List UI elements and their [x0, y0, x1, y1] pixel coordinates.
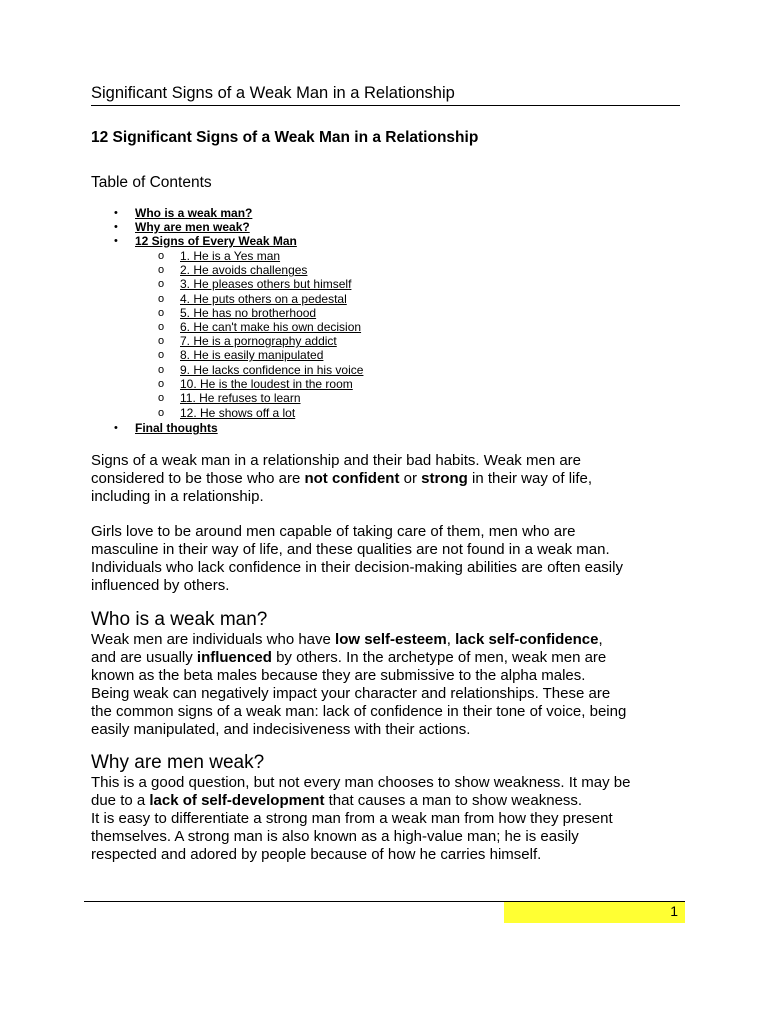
toc-link-sign-3[interactable]: 3. He pleases others but himself: [180, 277, 352, 291]
text-line: the common signs of a weak man: lack of confidence in their tone of voice, being: [91, 703, 627, 720]
toc-subitem: [158, 249, 280, 263]
text-line: including in a relationship.: [91, 488, 264, 505]
text-line: Being weak can negatively impact your character and relationships. These are: [91, 685, 611, 702]
hollow-bullet-icon: o: [158, 250, 165, 262]
intro-paragraph-2: [91, 523, 691, 595]
toc-item: [114, 206, 252, 220]
text-line: Signs of a weak man in a relationship and their bad habits. Weak men are: [91, 452, 582, 469]
bullet-icon: •: [114, 221, 118, 233]
hollow-bullet-icon: o: [158, 378, 165, 390]
toc-subitem: [158, 406, 295, 420]
hollow-bullet-icon: o: [158, 392, 165, 404]
text-line: Girls love to be around men capable of taking care of them, men who are: [91, 523, 576, 540]
toc-link-sign-11[interactable]: 11. He refuses to learn: [180, 391, 301, 405]
toc-link-sign-9[interactable]: 9. He lacks confidence in his voice: [180, 363, 364, 377]
document-title: 12 Significant Signs of a Weak Man in a Relationship: [91, 129, 479, 146]
text-line: Individuals who lack confidence in their decision-making abilities are often easily: [91, 559, 623, 576]
hollow-bullet-icon: o: [158, 264, 165, 276]
toc-subitem: [158, 348, 323, 362]
text-line: [91, 792, 691, 810]
page-number-highlight: [504, 902, 685, 923]
toc-link-who-is-a-weak-man[interactable]: Who is a weak man?: [135, 206, 253, 220]
toc-item: [114, 220, 250, 234]
text-run: by others. In the archetype of men, weak men are: [271, 649, 607, 666]
toc-heading: Table of Contents: [91, 174, 212, 191]
bold-text: lack of self-development: [149, 792, 325, 809]
toc-subitem: [158, 320, 361, 334]
text-line: [91, 649, 691, 667]
text-run: that causes a man to show weakness.: [324, 792, 583, 809]
toc-link-sign-6[interactable]: 6. He can't make his own decision: [180, 320, 362, 334]
text-line: easily manipulated, and indecisiveness with their actions.: [91, 721, 471, 738]
toc-link-sign-1[interactable]: 1. He is a Yes man: [180, 249, 281, 263]
toc-subitem: [158, 277, 351, 291]
running-header: Significant Signs of a Weak Man in a Relationship: [91, 84, 455, 102]
hollow-bullet-icon: o: [158, 364, 165, 376]
bold-text: strong: [421, 470, 468, 487]
toc-link-sign-5[interactable]: 5. He has no brotherhood: [180, 306, 317, 320]
hollow-bullet-icon: o: [158, 278, 165, 290]
hollow-bullet-icon: o: [158, 293, 165, 305]
bold-text: influenced: [196, 649, 272, 666]
section-paragraph-why-are-men-weak: [91, 774, 691, 864]
toc-subitem: [158, 263, 307, 277]
bold-text: low self-esteem: [335, 631, 447, 648]
toc-link-sign-12[interactable]: 12. He shows off a lot: [180, 406, 296, 420]
text-line: known as the beta males because they are submissive to the alpha males.: [91, 667, 586, 684]
text-run: ,: [446, 631, 456, 648]
toc-subitem: [158, 377, 353, 391]
section-heading-why-are-men-weak: Why are men weak?: [91, 752, 265, 773]
bold-text: not confident: [304, 470, 400, 487]
text-line: masculine in their way of life, and these qualities are not found in a weak man.: [91, 541, 610, 558]
text-run: and are usually: [91, 649, 197, 666]
header-rule: [91, 105, 680, 106]
hollow-bullet-icon: o: [158, 349, 165, 361]
toc-link-sign-2[interactable]: 2. He avoids challenges: [180, 263, 308, 277]
text-run: considered to be those who are: [91, 470, 305, 487]
text-line: influenced by others.: [91, 577, 230, 594]
toc-subitem: [158, 292, 347, 306]
text-line: This is a good question, but not every man chooses to show weakness. It may be: [91, 774, 631, 791]
toc-link-final-thoughts[interactable]: Final thoughts: [135, 421, 218, 435]
toc-item: [114, 234, 297, 248]
toc-item: [114, 421, 218, 435]
section-heading-who-is-a-weak-man: Who is a weak man?: [91, 609, 268, 630]
text-run: due to a: [91, 792, 150, 809]
bullet-icon: •: [114, 422, 118, 434]
page-number: 1: [670, 903, 678, 919]
intro-paragraph-1: [91, 452, 691, 506]
toc-link-12-signs[interactable]: 12 Signs of Every Weak Man: [135, 234, 297, 248]
text-line: respected and adored by people because of how he carries himself.: [91, 846, 542, 863]
toc-subitem: [158, 363, 363, 377]
hollow-bullet-icon: o: [158, 335, 165, 347]
toc-link-sign-8[interactable]: 8. He is easily manipulated: [180, 348, 324, 362]
toc-link-why-are-men-weak[interactable]: Why are men weak?: [135, 220, 250, 234]
hollow-bullet-icon: o: [158, 307, 165, 319]
toc-subitem: [158, 306, 316, 320]
toc-subitem: [158, 391, 301, 405]
toc-link-sign-7[interactable]: 7. He is a pornography addict: [180, 334, 337, 348]
text-run: in their way of life,: [467, 470, 593, 487]
text-line: themselves. A strong man is also known as a high-value man; he is easily: [91, 828, 579, 845]
text-line: [91, 631, 691, 649]
toc-link-sign-10[interactable]: 10. He is the loudest in the room: [180, 377, 353, 391]
text-line: It is easy to differentiate a strong man from a weak man from how they present: [91, 810, 613, 827]
section-paragraph-who-is-a-weak-man: [91, 631, 691, 739]
hollow-bullet-icon: o: [158, 407, 165, 419]
bullet-icon: •: [114, 207, 118, 219]
toc-subitem: [158, 334, 337, 348]
text-run: or: [399, 470, 422, 487]
text-run: Weak men are individuals who have: [91, 631, 336, 648]
text-run: ,: [598, 631, 603, 648]
text-line: [91, 470, 691, 488]
bullet-icon: •: [114, 235, 118, 247]
hollow-bullet-icon: o: [158, 321, 165, 333]
toc-link-sign-4[interactable]: 4. He puts others on a pedestal: [180, 292, 347, 306]
bold-text: lack self-confidence: [455, 631, 599, 648]
